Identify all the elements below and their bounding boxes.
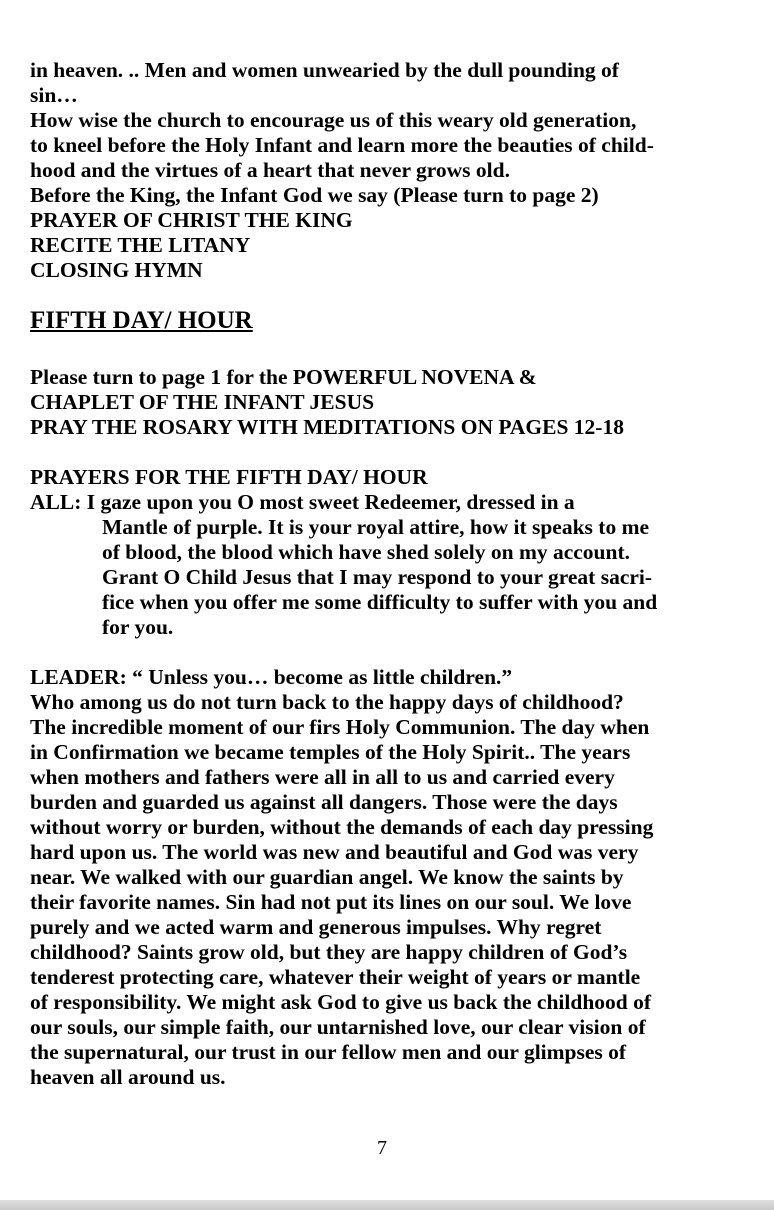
prayers-block — [30, 465, 740, 640]
text-line: PRAY THE ROSARY WITH MEDITATIONS ON PAGES 12-18 — [30, 415, 624, 439]
text-line: burden and guarded us against all dangers. Those were the days — [30, 790, 618, 814]
text-line: of blood, the blood which have shed solely on my account. — [102, 540, 631, 564]
text-line: How wise the church to encourage us of this weary old generation, — [30, 108, 637, 132]
page-content — [30, 58, 740, 1090]
text-line: heaven all around us. — [30, 1065, 226, 1089]
text-line: in Confirmation we became temples of the Holy Spirit.. The years — [30, 740, 631, 764]
text-line: for you. — [102, 615, 174, 639]
text-line: Before the King, the Infant God we say (Please turn to page 2) — [30, 183, 599, 207]
text-line: CLOSING HYMN — [30, 258, 203, 282]
page-bottom-edge — [0, 1200, 774, 1210]
text-line: Who among us do not turn back to the happy days of childhood? — [30, 690, 624, 714]
text-line: Please turn to page 1 for the POWERFUL NOVENA & — [30, 365, 537, 389]
text-line: fice when you offer me some difficulty to suffer with you and — [102, 590, 658, 614]
text-line: RECITE THE LITANY — [30, 233, 251, 257]
text-line: CHAPLET OF THE INFANT JESUS — [30, 390, 375, 414]
text-line: sin… — [30, 83, 78, 107]
text-line: childhood? Saints grow old, but they are happy children of God’s — [30, 940, 628, 964]
text-line: our souls, our simple faith, our untarnished love, our clear vision of — [30, 1015, 646, 1039]
instructions-block — [30, 365, 740, 440]
text-line: of responsibility. We might ask God to give us back the childhood of — [30, 990, 652, 1014]
text-line: in heaven. .. Men and women unwearied by the dull pounding of — [30, 58, 619, 82]
all-prayer-first-line: ALL: I gaze upon you O most sweet Redeemer, dressed in a — [30, 490, 575, 514]
text-line: near. We walked with our guardian angel. We know the saints by — [30, 865, 624, 889]
text-line: hood and the virtues of a heart that never grows old. — [30, 158, 510, 182]
text-line: the supernatural, our trust in our fellow men and our glimpses of — [30, 1040, 627, 1064]
text-line: Mantle of purple. It is your royal attire, how it speaks to me — [102, 515, 650, 539]
text-line: without worry or burden, without the demands of each day pressing — [30, 815, 654, 839]
prayers-title: PRAYERS FOR THE FIFTH DAY/ HOUR — [30, 465, 428, 489]
text-line: purely and we acted warm and generous impulses. Why regret — [30, 915, 602, 939]
text-line: LEADER: “ Unless you… become as little children.” — [30, 665, 513, 689]
text-line: when mothers and fathers were all in all to us and carried every — [30, 765, 615, 789]
section-heading: FIFTH DAY/ HOUR — [30, 307, 253, 334]
text-line: Grant O Child Jesus that I may respond to your great sacri- — [102, 565, 653, 589]
text-line: their favorite names. Sin had not put its lines on our soul. We love — [30, 890, 632, 914]
text-line: PRAYER OF CHRIST THE KING — [30, 208, 353, 232]
text-line: The incredible moment of our firs Holy Communion. The day when — [30, 715, 650, 739]
page-number: 7 — [377, 1137, 387, 1159]
text-line: hard upon us. The world was new and beautiful and God was very — [30, 840, 639, 864]
text-line: tenderest protecting care, whatever their weight of years or mantle — [30, 965, 641, 989]
intro-block — [30, 58, 740, 283]
leader-block — [30, 665, 740, 1090]
text-line: to kneel before the Holy Infant and learn more the beauties of child- — [30, 133, 654, 157]
